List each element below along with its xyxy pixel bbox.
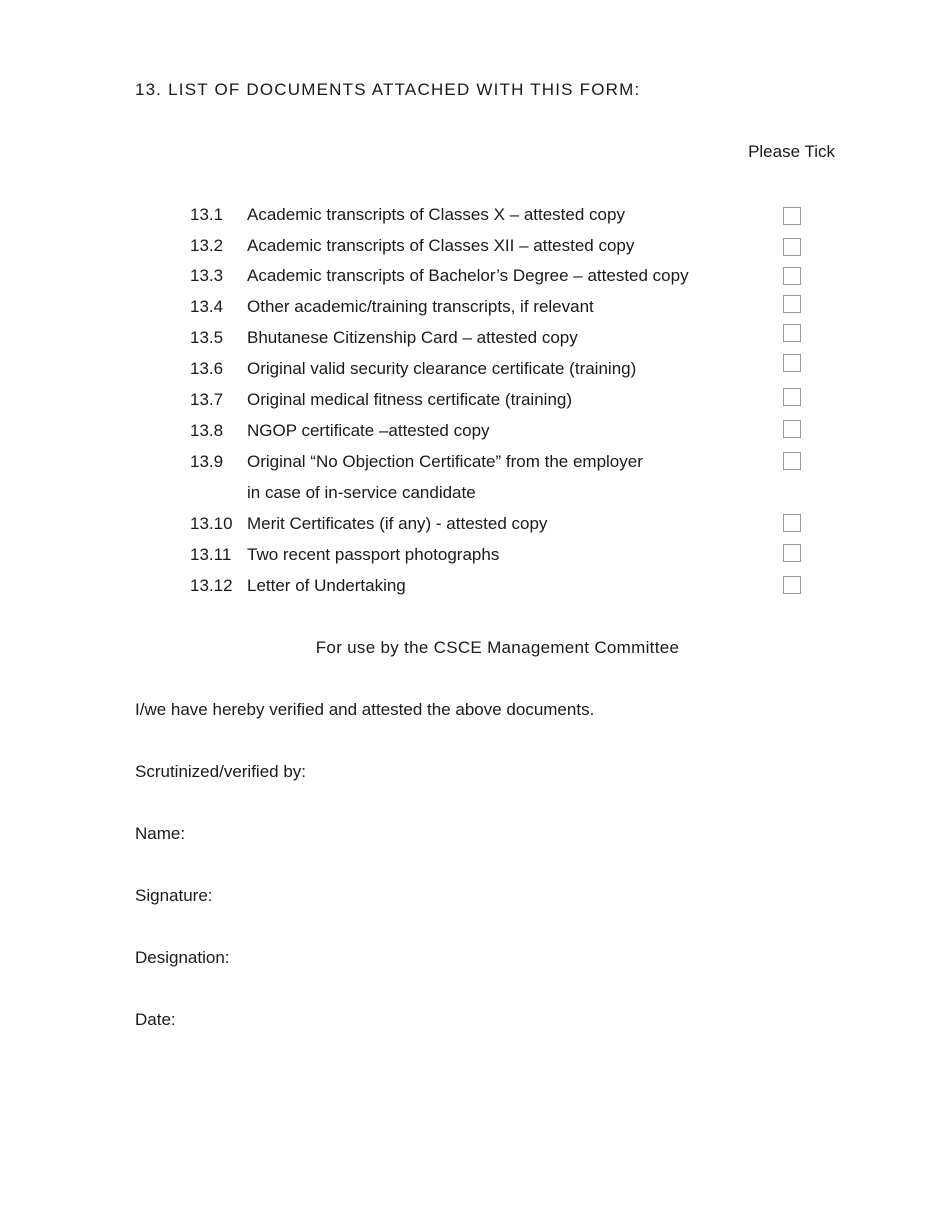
document-text: Academic transcripts of Classes XII – attested copy — [247, 236, 635, 255]
committee-title: For use by the CSCE Management Committee — [315, 638, 680, 657]
tick-checkbox[interactable] — [783, 238, 801, 256]
document-text: Original valid security clearance certificate (training) — [247, 359, 637, 378]
tick-checkbox[interactable] — [783, 420, 801, 438]
document-text: NGOP certificate –attested copy — [247, 421, 490, 440]
please-tick-label: Please Tick — [748, 142, 835, 161]
document-text: Two recent passport photographs — [247, 545, 500, 564]
document-number: 13.6 — [190, 359, 224, 378]
designation-label: Designation: — [135, 948, 230, 967]
tick-checkbox[interactable] — [783, 354, 801, 372]
document-number: 13.11 — [190, 545, 232, 564]
document-number: 13.8 — [190, 421, 224, 440]
document-number: 13.3 — [190, 266, 224, 285]
tick-checkbox[interactable] — [783, 207, 801, 225]
tick-checkbox[interactable] — [783, 576, 801, 594]
tick-checkbox[interactable] — [783, 544, 801, 562]
name-label: Name: — [135, 824, 186, 843]
document-text: Original “No Objection Certificate” from the employer — [247, 452, 643, 471]
date-label: Date: — [135, 1010, 176, 1029]
documents-list — [190, 203, 820, 605]
document-row — [190, 450, 820, 512]
signature-label: Signature: — [135, 886, 213, 905]
tick-checkbox[interactable] — [783, 514, 801, 532]
tick-checkbox[interactable] — [783, 295, 801, 313]
section-heading: 13. LIST OF DOCUMENTS ATTACHED WITH THIS FORM: — [135, 80, 641, 99]
document-number: 13.2 — [190, 236, 224, 255]
document-number: 13.1 — [190, 205, 224, 224]
document-text: Letter of Undertaking — [247, 576, 406, 595]
document-number: 13.12 — [190, 576, 233, 595]
tick-checkbox[interactable] — [783, 324, 801, 342]
scrutinized-label: Scrutinized/verified by: — [135, 762, 307, 781]
document-text: Merit Certificates (if any) - attested copy — [247, 514, 548, 533]
document-number: 13.7 — [190, 390, 224, 409]
document-text: Original medical fitness certificate (training) — [247, 390, 573, 409]
tick-checkbox[interactable] — [783, 452, 801, 470]
document-number: 13.10 — [190, 514, 233, 533]
tick-checkbox[interactable] — [783, 388, 801, 406]
document-text: Academic transcripts of Bachelor’s Degree – attested copy — [247, 266, 689, 285]
document-number: 13.5 — [190, 328, 224, 347]
document-number: 13.4 — [190, 297, 224, 316]
document-text: Academic transcripts of Classes X – attested copy — [247, 205, 625, 224]
document-text: Bhutanese Citizenship Card – attested copy — [247, 328, 578, 347]
document-row — [190, 574, 820, 605]
document-number: 13.9 — [190, 452, 224, 471]
document-text-continued: in case of in-service candidate — [247, 483, 476, 502]
document-text: Other academic/training transcripts, if relevant — [247, 297, 594, 316]
verification-statement: I/we have hereby verified and attested the above documents. — [135, 700, 595, 719]
tick-checkbox[interactable] — [783, 267, 801, 285]
